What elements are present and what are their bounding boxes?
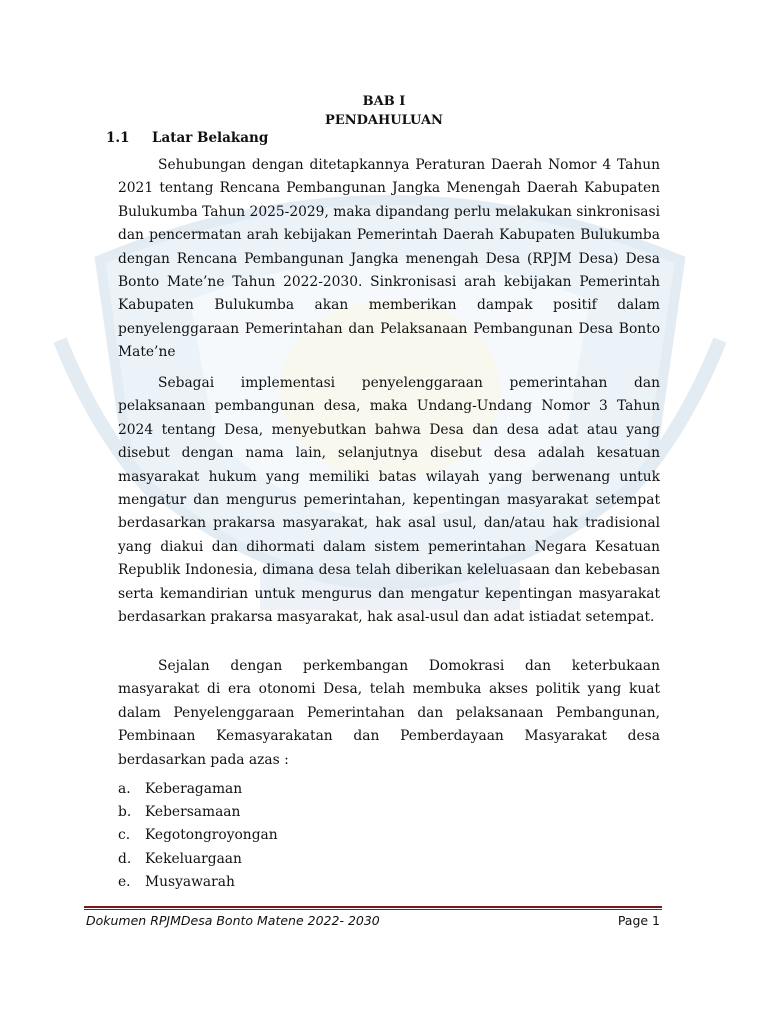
list-item — [118, 871, 278, 894]
paragraph: Sejalan dengan perkembangan Domokrasi dan keterbukaan masyarakat di era otonomi Desa, telah membuka akses politik yang kuat dalam Penyelenggaraan Pemerintahan dan pelaksanaan Pembangunan, Pembinaan Kemasyarakatan dan Pemberdayaan Masyarakat desa berdasarkan pada azas : — [118, 658, 660, 768]
paragraph: Sehubungan dengan ditetapkannya Peraturan Daerah Nomor 4 Tahun 2021 tentang Rencana Pembangunan Jangka Menengah Daerah Kabupaten Bulukumba Tahun 2025-2029, maka dipandang perlu melakukan sinkronisasi dan pencermatan arah kebijakan Pemerintah Daerah Kabupaten Bulukumba dengan Rencana Pembangunan Jangka menengah Desa (RPJM Desa) Desa Bonto Mate’ne Tahun 2022-2030. Sinkronisasi arah kebijakan Pemerintah Kabupaten Bulukumba akan memberikan dampak positif dalam penyelenggaraan Pemerintahan dan Pelaksanaan Pembangunan Desa Bonto Mate’ne — [118, 157, 660, 361]
footer-divider — [84, 909, 662, 910]
list-item — [118, 824, 278, 847]
list-marker: d. — [118, 850, 132, 867]
list-marker: e. — [118, 873, 131, 890]
chapter-title: PENDAHULUAN — [325, 113, 443, 128]
list-marker: a. — [118, 781, 131, 797]
azas-list — [118, 778, 278, 894]
section-heading — [106, 130, 268, 146]
footer-document-title: Dokumen RPJMDesa Bonto Matene 2022- 2030 — [86, 913, 380, 928]
list-item-text: Keberagaman — [145, 781, 243, 797]
list-item-text: Kegotongroyongan — [145, 827, 278, 844]
list-item-text: Musyawarah — [145, 873, 235, 890]
section-title: Latar Belakang — [152, 130, 269, 146]
list-item-text: Kekeluargaan — [145, 850, 242, 867]
list-marker: c. — [118, 827, 131, 844]
paragraph: Sebagai implementasi penyelenggaraan pemerintahan dan pelaksanaan pembangunan desa, maka Undang-Undang Nomor 3 Tahun 2024 tentang Desa, menyebutkan bahwa Desa dan desa adat atau yang disebut dengan nama lain, selanjutnya disebut desa adalah kesatuan masyarakat hukum yang memiliki batas wilayah yang berwenang untuk mengatur dan mengurus pemerintahan, kepentingan masyarakat setempat berdasarkan prakarsa masyarakat, hak asal usul, dan/atau hak tradisional yang diakui dan dihormati dalam sistem pemerintahan Negara Kesatuan Republik Indonesia, dimana desa telah diberikan keleluasaan dan kebebasan serta kemandirian untuk mengurus dan mengatur kepentingan masyarakat berdasarkan prakarsa masyarakat, hak asal-usul dan adat istiadat setempat. — [118, 375, 660, 626]
list-marker: b. — [118, 804, 132, 821]
list-item-text: Kebersamaan — [145, 804, 241, 821]
footer-divider — [84, 906, 662, 908]
list-item — [118, 801, 278, 824]
chapter-label: BAB I — [362, 94, 406, 109]
list-item — [118, 778, 278, 801]
section-number: 1.1 — [106, 130, 130, 146]
footer-page-number: Page 1 — [617, 913, 660, 928]
list-item — [118, 848, 278, 871]
